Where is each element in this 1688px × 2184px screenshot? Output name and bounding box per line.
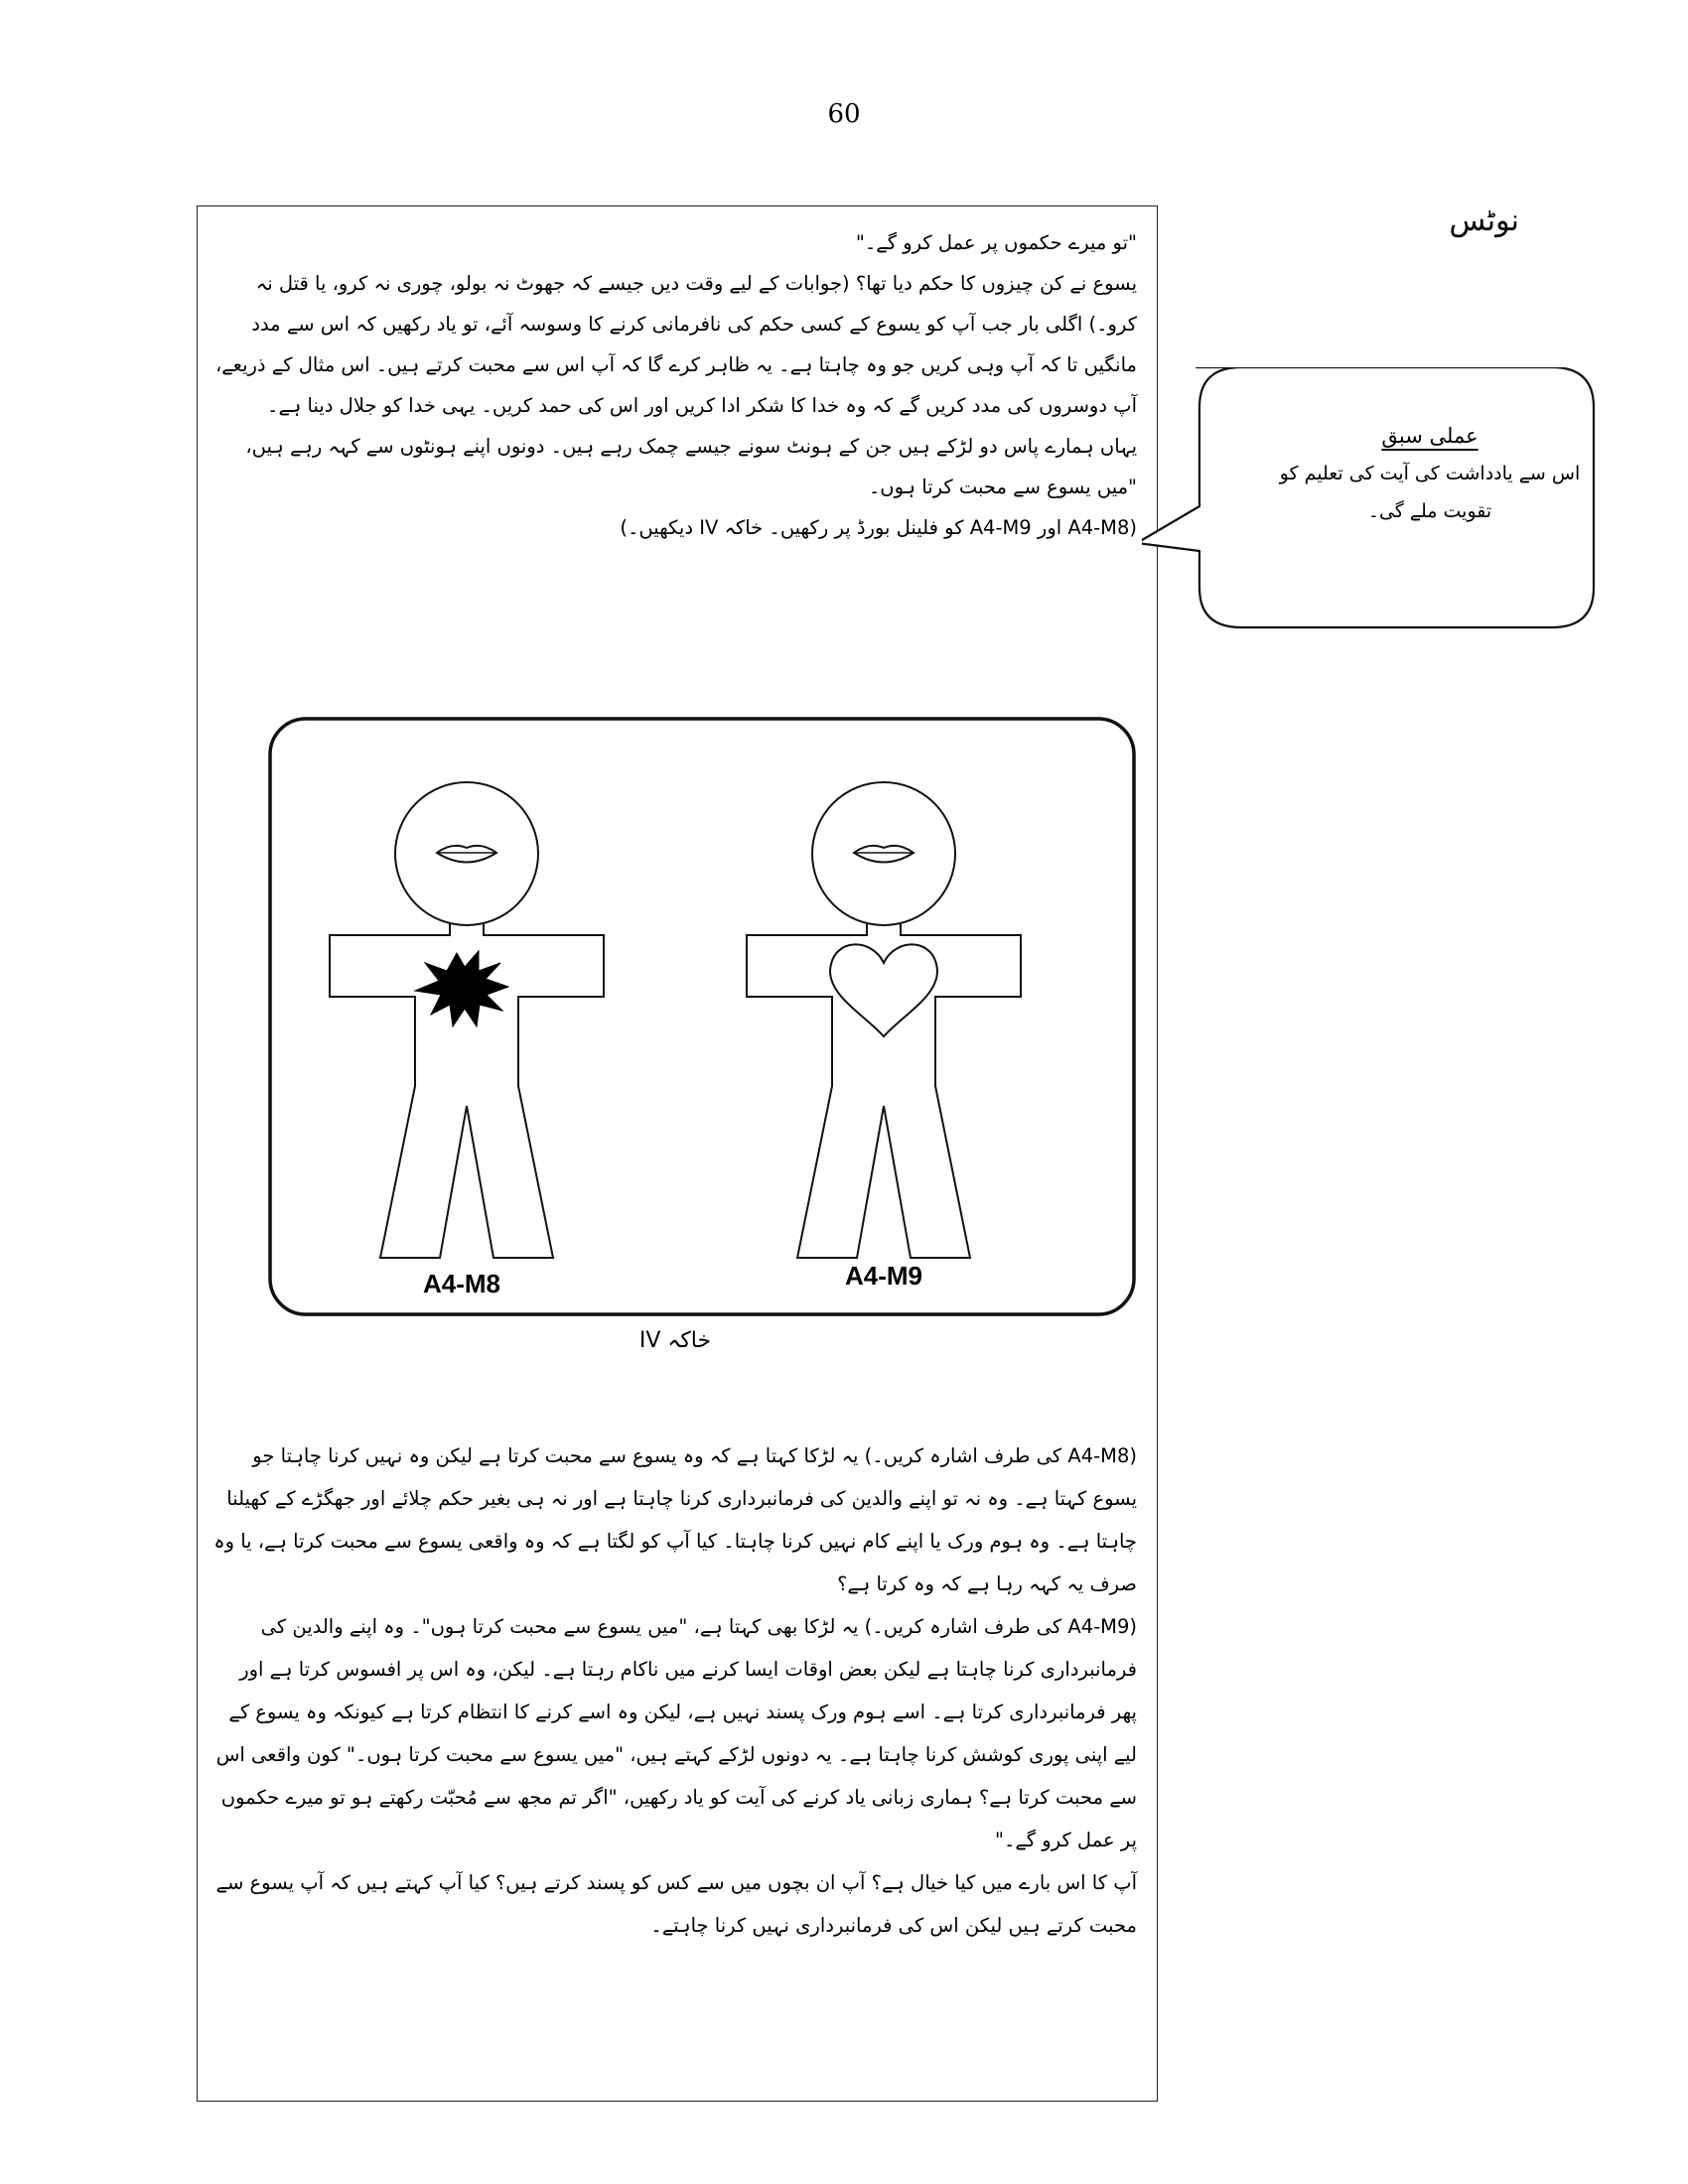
lesson-paragraph: (A4-M8 کی طرف اشارہ کریں۔) یہ لڑکا کہتا ہے کہ وہ یسوع سے محبت کرتا ہے لیکن وہ نہیں کرنا چاہتا جو یسوع کہتا ہے۔ وہ نہ تو اپنے والدین کی فرمانبرداری کرنا چاہتا ہے اور نہ ہی بغیر حکم چلائے اور جھگڑے کے کھیلنا چاہتا ہے۔ وہ ہوم ورک یا اپنے کام نہیں کرنا چاہتا۔ کیا آپ کو لگتا ہے کہ وہ واقعی یسوع سے محبت کرتا ہے، یا وہ صرف یہ کہہ رہا ہے کہ وہ کرتا ہے؟ [213,1444,1137,1595]
callout-line: اس سے یادداشت کی آیت کی تعلیم کو [1279,463,1581,484]
figure-caption: خاکہ IV [638,1328,712,1353]
lesson-text-bottom [213,1434,1137,1947]
lesson-text-top [213,222,1137,548]
callout-text [1261,417,1599,530]
lesson-paragraph: یہاں ہمارے پاس دو لڑکے ہیں جن کے ہونٹ سونے جیسے چمک رہے ہیں۔ دونوں اپنے ہونٹوں سے کہہ رہے ہیں، "میں یسوع سے محبت کرتا ہوں۔ [245,435,1137,498]
figure-illustration [268,717,1142,1322]
instruction-paragraph: (A4-M8 اور A4-M9 کو فلینل بورڈ پر رکھیں۔ خاکہ IV دیکھیں۔) [620,516,1137,539]
page-number: 60 [827,99,861,129]
figure-label-right: A4-M9 [844,1261,923,1291]
callout-line: تقویت ملے گی۔ [1367,500,1492,522]
lesson-paragraph: (A4-M9 کی طرف اشارہ کریں۔) یہ لڑکا بھی کہتا ہے، "میں یسوع سے محبت کرتا ہوں"۔ وہ اپنے والدین کی فرمانبرداری کرنا چاہتا ہے لیکن بعض اوقات ایسا کرنے میں ناکام رہتا ہے۔ لیکن، وہ اس پر افسوس کرتا ہے اور پھر فرمانبرداری کرتا ہے۔ اسے ہوم ورک پسند نہیں ہے، لیکن وہ اسے کرنے کا انتظام کرتا ہے کیونکہ وہ یسوع کے لیے اپنی پوری کوشش کرنا چاہتا ہے۔ یہ دونوں لڑکے کہتے ہیں، "میں یسوع سے محبت کرتا ہوں۔" کون واقعی اس سے محبت کرتا ہے؟ ہماری زبانی یاد کرنے کی آیت کو یاد رکھیں، "اگر تم مجھ سے مُحبّت رکھتے ہو تو میرے حکموں پر عمل کرو گے۔" [215,1615,1137,1851]
verse-quote: "تو میرے حکموں پر عمل کرو گے۔" [855,231,1137,254]
lesson-paragraph: یسوع نے کن چیزوں کا حکم دیا تھا؟ (جوابات کے لیے وقت دیں جیسے کہ جھوٹ نہ بولو، چوری نہ کرو، یا قتل نہ کرو۔) اگلی بار جب آپ کو یسوع کے کسی حکم کی نافرمانی کرنے کا وسوسہ آئے، تو یاد رکھیں کہ اس سے مدد مانگیں تا کہ آپ وہی کریں جو وہ چاہتا ہے۔ یہ ظاہر کرے گا کہ آپ اس سے محبت کرتے ہیں۔ اس مثال کے ذریعے، آپ دوسروں کی مدد کریں گے کہ وہ خدا کا شکر ادا کریں اور اس کی حمد کریں۔ یہی خدا کو جلال دینا ہے۔ [214,272,1137,417]
callout-heading: عملی سبق [1381,424,1478,448]
lesson-paragraph: آپ کا اس بارے میں کیا خیال ہے؟ آپ ان بچوں میں سے کس کو پسند کرتے ہیں؟ کیا آپ کہتے ہیں کہ آپ یسوع سے محبت کرتے ہیں لیکن اس کی فرمانبرداری نہیں کرنا چاہتے۔ [215,1871,1137,1937]
notes-title: نوٹس [1449,204,1519,238]
figure-label-left: A4-M8 [422,1269,501,1298]
